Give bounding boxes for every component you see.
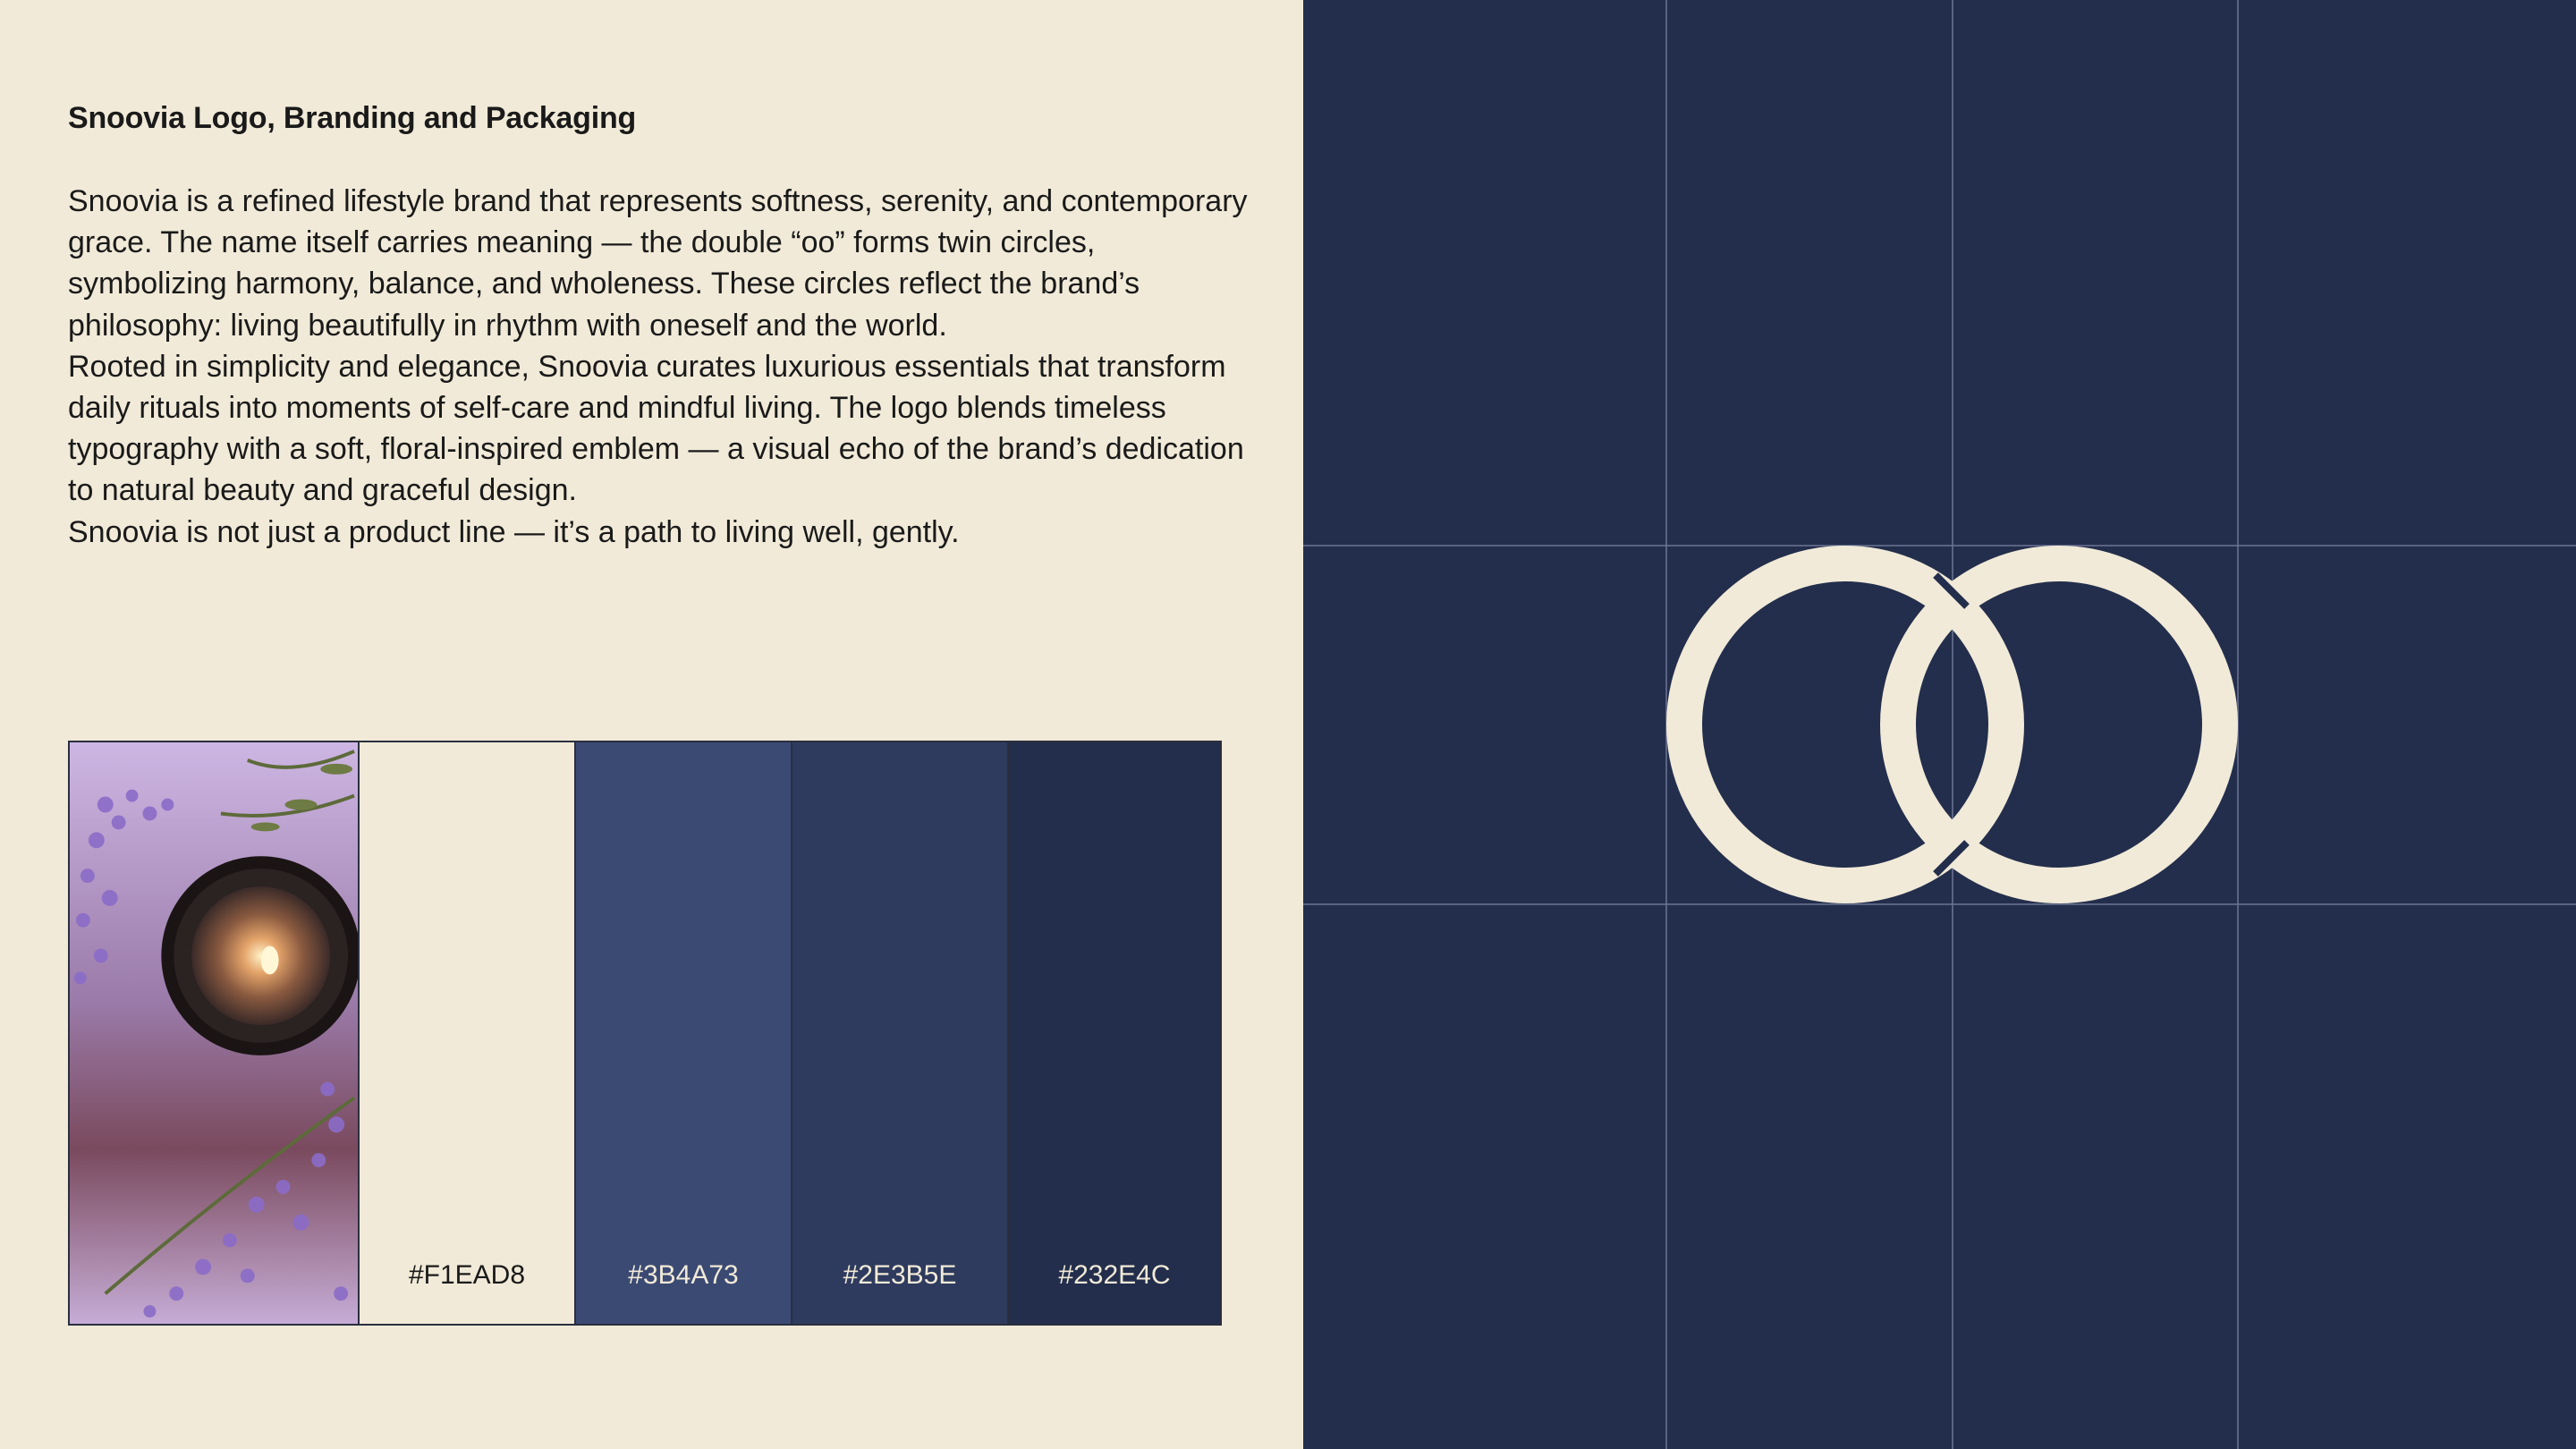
page-title: Snoovia Logo, Branding and Packaging: [68, 101, 637, 135]
swatch-navy: [792, 742, 1009, 1324]
paragraph-rooted: Rooted in simplicity and elegance, Snoovia curates luxurious essentials that transform daily rituals into moments of self-care and mindful living. The logo blends timeless typography with a soft, floral-inspired emblem — a visual echo of the brand’s dedication to natural beauty and graceful design.: [68, 349, 1244, 508]
swatch-label: #2E3B5E: [843, 1260, 957, 1290]
construction-grid-lines: [1303, 0, 2576, 1449]
swatch-indigo: [576, 742, 792, 1324]
swatch-deep-navy: [1009, 742, 1220, 1324]
lavender-candle-illustration: [70, 742, 358, 1324]
paragraph-closing: Snoovia is not just a product line — it’s a path to living well, gently.: [68, 514, 960, 549]
swatch-label: #232E4C: [1058, 1260, 1171, 1290]
lavender-candle-photo: [70, 742, 360, 1324]
brand-description: [68, 181, 1249, 553]
color-palette: [68, 741, 1222, 1326]
swatch-label: #F1EAD8: [408, 1260, 526, 1290]
paragraph-intro: Snoovia is a refined lifestyle brand that represents softness, serenity, and contemporary grace. The name itself carries meaning — the double “oo” forms twin circles, symbolizing harmony, balance, and wholeness. These circles reflect the brand’s philosophy: living beautifully in rhythm with oneself and the world.: [68, 184, 1248, 343]
swatch-label: #3B4A73: [628, 1260, 739, 1290]
swatch-cream: [360, 742, 576, 1324]
logo-construction-panel: [1303, 0, 2576, 1449]
logo-construction-grid: [1303, 0, 2576, 1449]
